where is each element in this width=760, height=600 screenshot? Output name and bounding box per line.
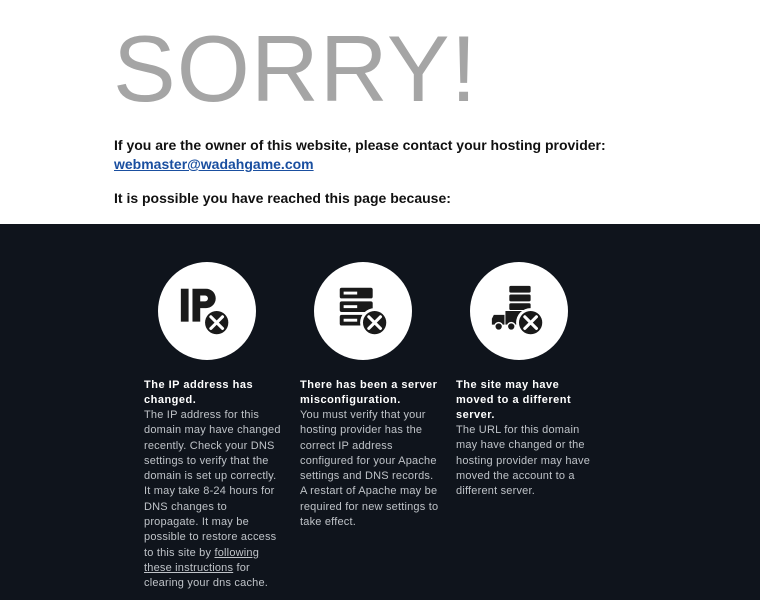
reason-icon-circle [314, 262, 412, 360]
reason-icon-circle [470, 262, 568, 360]
truck-server-x-icon [488, 280, 550, 342]
ip-x-icon [176, 280, 238, 342]
page-title: SORRY! [113, 16, 478, 121]
reason-heading: The site may have moved to a different server. [456, 379, 572, 421]
top-section [0, 0, 760, 224]
reason-heading: There has been a server misconfiguration. [300, 379, 438, 406]
reason-body-text: The IP address for this domain may have changed recently. Check your DNS settings to verify that the domain is set up correctly. It may take 8-24 hours for DNS changes to propagate. It may be possible to restore access to this site by [144, 409, 281, 559]
reason-body: The URL for this domain may have changed or the hosting provider may have moved the account to a different server. [456, 424, 591, 498]
owner-message: If you are the owner of this website, please contact your hosting provider: [114, 137, 606, 153]
reason-intro: It is possible you have reached this page because: [114, 190, 451, 206]
reason-body [144, 408, 284, 592]
reason-misconfiguration [300, 262, 440, 530]
contact-email-link[interactable]: webmaster@wadahgame.com [114, 156, 314, 172]
reason-heading: The IP address has changed. [144, 379, 254, 406]
server-x-icon [332, 280, 394, 342]
instructions-link[interactable]: following these instructions [144, 546, 260, 574]
reasons-section [0, 224, 760, 600]
reason-body-text-end: for clearing your dns cache. [144, 561, 269, 590]
reason-body: You must verify that your hosting provider has the correct IP address configured for your Apache settings and DNS records. A restart of Apache may be required for new settings to take effect. [300, 409, 439, 529]
reason-icon-circle [158, 262, 256, 360]
reason-ip-changed [144, 262, 284, 592]
reason-server-moved [456, 262, 596, 499]
